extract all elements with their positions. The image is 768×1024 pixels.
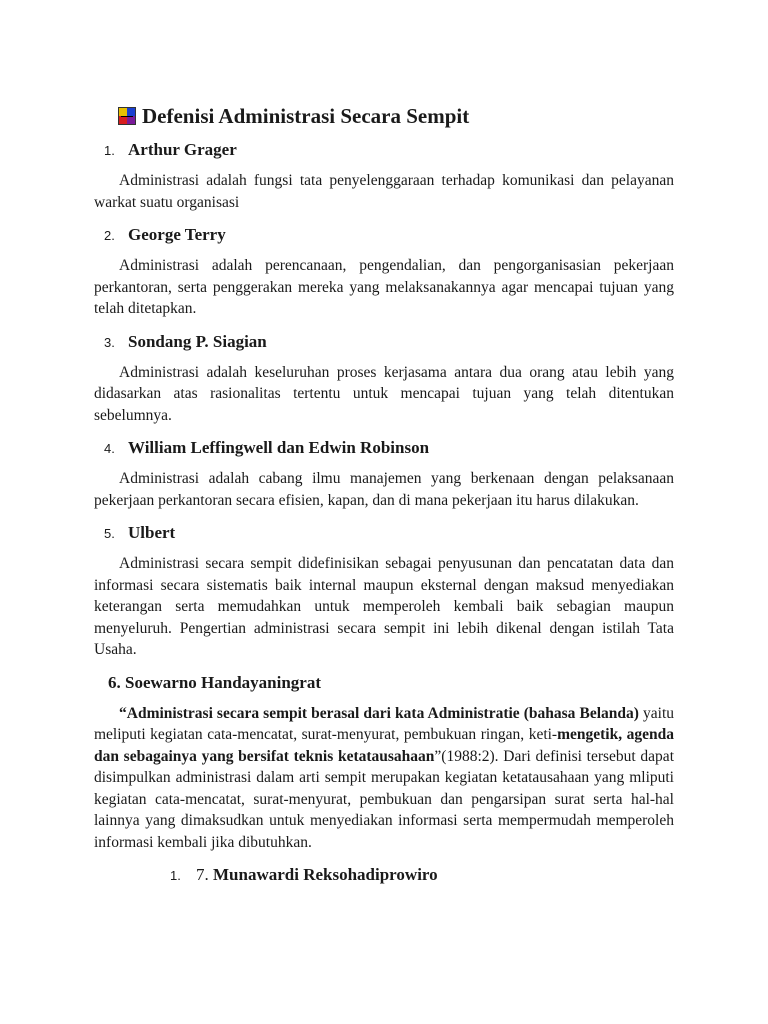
list-number: 1. <box>170 868 181 883</box>
item-7-name: Munawardi Reksohadiprowiro <box>213 865 438 884</box>
item-heading <box>104 225 674 245</box>
item-name: William Leffingwell dan Edwin Robinson <box>128 438 430 457</box>
item-name: Sondang P. Siagian <box>128 331 267 351</box>
item-7-prefix: 7. <box>196 865 209 884</box>
item-heading <box>104 332 674 352</box>
quote-part-1: “Administrasi secara sempit berasal dari kata Administratie (bahasa Belanda) <box>119 704 639 722</box>
plain-part: yaitu meliputi kegiatan cata-mencatat, surat-menyurat, pembukuan ringan, keti- <box>94 704 674 743</box>
item-number: 5. <box>104 526 115 541</box>
item-number: 4. <box>104 441 115 456</box>
item-heading <box>104 523 674 543</box>
item-name: Arthur Grager <box>128 140 237 159</box>
document-title: Defenisi Administrasi Secara Sempit <box>142 103 470 128</box>
colored-grid-icon <box>118 107 136 125</box>
item-heading <box>104 438 674 458</box>
item-name: Ulbert <box>128 523 176 542</box>
conclusion: Dari definisi tersebut dapat disimpulkan administrasi dalam arti sempit merupakan kegiatan ketatausahaan yang mliputi kegiatan cata-mencatat, surat-menyurat, pembukuan dan pengarsipan surat serta hal-hal lainnya yang dimaksudkan untuk menyediakan informasi serta mempermudah memperoleh informasi kembali jika dibutuhkan. <box>94 747 674 851</box>
item-name: George Terry <box>128 225 226 244</box>
item-definition: Administrasi adalah perencanaan, pengendalian, dan pengorganisasian pekerjaan perkantoran, serta penggerakan mereka yang melaksanakannya agar mencapai tujuan yang telah ditetapkan. <box>94 257 674 317</box>
item-number: 2. <box>104 228 115 243</box>
item-definition: Administrasi adalah cabang ilmu manajemen yang berkenaan dengan pelaksanaan pekerjaan perkantoran secara efisien, kapan, dan di mana pekerjaan itu harus dilakukan. <box>94 470 674 509</box>
item-6-heading: 6. Soewarno Handayaningrat <box>108 672 321 692</box>
document-page <box>94 100 674 885</box>
item-definition: Administrasi secara sempit didefinisikan sebagai penyusunan dan pencatatan data dan informasi secara sistematis baik internal maupun eksternal dengan maksud menyediakan keterangan serta memudahkan untuk memperoleh kembali baik sebagian maupun menyeluruh. Pengertian administrasi secara sempit ini lebih dikenal dengan istilah Tata Usaha. <box>94 555 674 658</box>
item-number: 1. <box>104 143 115 158</box>
item-number: 3. <box>104 334 115 350</box>
quote-part-2: mengetik, agenda dan sebagainya yang bersifat teknis ketatausahaan <box>94 726 675 765</box>
item-6-paragraph <box>94 703 674 854</box>
item-definition: Administrasi adalah keseluruhan proses kerjasama antara dua orang atau lebih yang didasarkan atas rasionalitas tertentu untuk mencapai tujuan yang telah ditentukan sebelumnya. <box>94 363 674 424</box>
item-heading <box>104 140 674 160</box>
citation: ”(1988:2). <box>434 747 499 765</box>
title-row <box>118 100 674 132</box>
item-definition: Administrasi adalah fungsi tata penyelenggaraan terhadap komunikasi dan pelayanan warkat suatu organisasi <box>94 172 674 211</box>
item-7-heading <box>170 865 674 885</box>
